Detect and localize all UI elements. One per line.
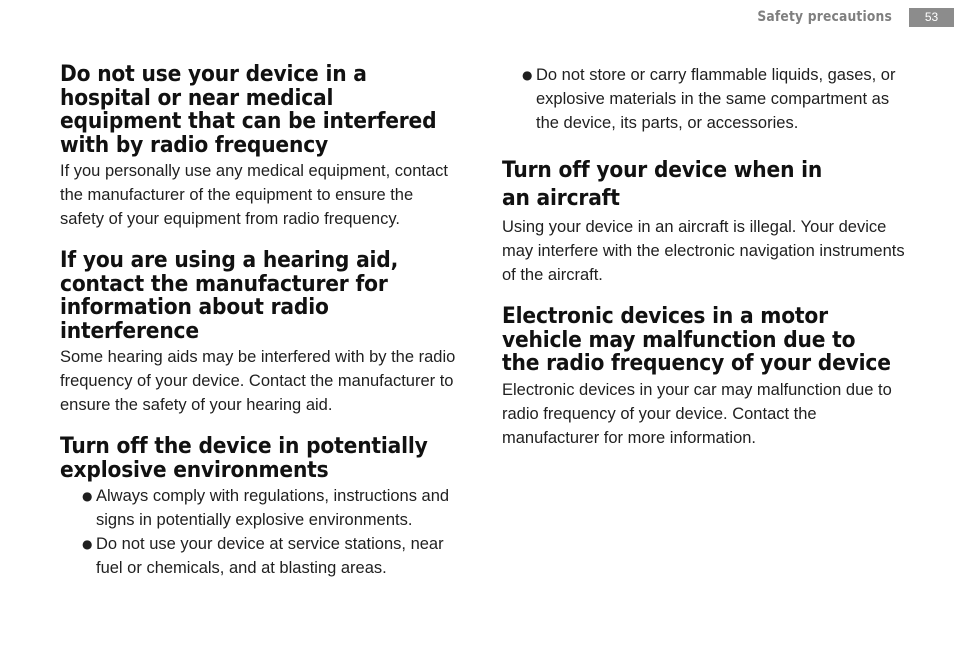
section-hearing-aid: [60, 249, 460, 417]
section-body: Some hearing aids may be interfered with by the radio frequency of your device. Contact the manufacturer to ensure the safety of your hearing aid.: [60, 348, 456, 414]
section-title: Safety precautions: [757, 9, 892, 25]
list-item: [82, 484, 460, 532]
section-explosive-environments: [60, 435, 460, 580]
section-heading: If you are using a hearing aid, contact the manufacturer for information about radio interference: [60, 248, 399, 344]
section-body: Using your device in an aircraft is illegal. Your device may interfere with the electronic navigation instruments of the aircraft.: [502, 218, 905, 284]
left-column: [60, 63, 460, 598]
section-body: If you personally use any medical equipment, contact the manufacturer of the equipment to ensure the safety of your equipment from radio frequency.: [60, 162, 448, 228]
section-hospital: [60, 63, 460, 231]
list-item: [522, 63, 912, 135]
section-heading: Turn off the device in potentially explosive environments: [60, 434, 428, 483]
list-item-text: Do not use your device at service stations, near fuel or chemicals, and at blasting areas.: [96, 535, 444, 577]
section-flammable-storage: [502, 63, 912, 135]
section-heading: Do not use your device in a hospital or near medical equipment that can be interfered with by radio frequency: [60, 62, 437, 158]
bullet-list: [502, 63, 912, 135]
section-motor-vehicle: [502, 305, 912, 450]
section-heading: Turn off your device when in an aircraft: [502, 158, 823, 211]
section-aircraft: [502, 157, 912, 287]
list-item-text: Always comply with regulations, instructions and signs in potentially explosive environments.: [96, 487, 450, 529]
section-body: Electronic devices in your car may malfunction due to radio frequency of your device. Contact the manufacturer for more information.: [502, 380, 892, 447]
bullet-icon: ●: [82, 489, 93, 503]
list-item-text: Do not store or carry flammable liquids, gases, or explosive materials in the same compartment as the device, its parts, or accessories.: [536, 66, 896, 132]
right-column: [502, 63, 912, 468]
bullet-list: [60, 484, 460, 580]
bullet-icon: ●: [522, 68, 533, 82]
page-number-badge: 53: [909, 8, 954, 27]
section-heading: Electronic devices in a motor vehicle may malfunction due to the radio frequency of your device: [502, 304, 891, 376]
list-item: [82, 532, 460, 580]
bullet-icon: ●: [82, 537, 93, 551]
